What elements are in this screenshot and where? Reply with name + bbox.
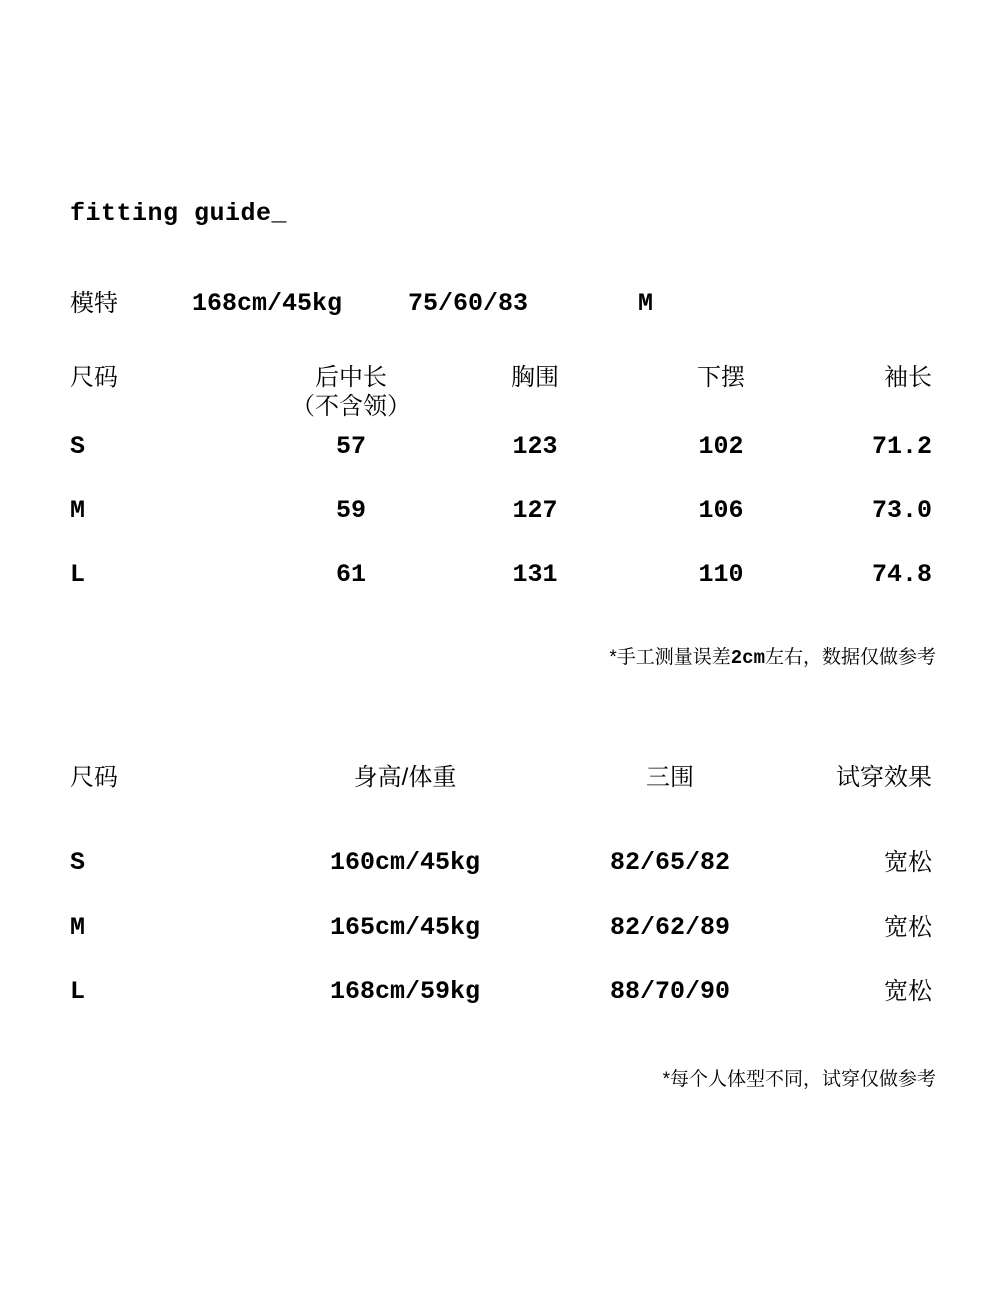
cell-measurements: 82/62/89 [609, 913, 731, 942]
cell-height-weight: 160cm/45kg [329, 848, 481, 877]
model-measurements: 75/60/83 [408, 289, 529, 318]
cell-sleeve: 71.2 [871, 432, 932, 461]
header-cell-back-length [260, 363, 442, 421]
fit-table-row-l [70, 977, 932, 1006]
fit-table-row-m [70, 913, 932, 942]
cell-hem: 106 [698, 496, 744, 525]
size-table-row-m [70, 496, 932, 525]
model-height-weight: 168cm/45kg [192, 289, 343, 318]
fit-table-header [70, 763, 932, 792]
cell-fit-effect: 宽松 [884, 849, 932, 876]
cell-bust: 123 [512, 432, 558, 461]
fit-table-row-s [70, 848, 932, 877]
cell-hem: 102 [698, 432, 744, 461]
cell-size: S [70, 848, 86, 877]
cell-hem: 110 [698, 560, 744, 589]
cell-measurements: 88/70/90 [609, 977, 731, 1006]
cell-size: M [70, 496, 86, 525]
header-cell-size: 尺码 [70, 764, 118, 791]
cell-height-weight: 165cm/45kg [329, 913, 481, 942]
cell-measurements: 82/65/82 [609, 848, 731, 877]
cell-size: M [70, 913, 86, 942]
size-table-header [70, 363, 932, 421]
header-cell-height-weight: 身高/体重 [353, 764, 457, 791]
cell-sleeve: 74.8 [871, 560, 932, 589]
note-part-2cm: 2cm [730, 647, 765, 669]
cell-bust: 127 [512, 496, 558, 525]
cell-fit-effect: 宽松 [884, 978, 932, 1005]
cell-size: L [70, 977, 86, 1006]
header-cell-measurements: 三围 [646, 764, 694, 791]
cell-sleeve: 73.0 [871, 496, 932, 525]
size-table-row-s [70, 432, 932, 461]
cell-size: L [70, 560, 86, 589]
cell-height-weight: 168cm/59kg [329, 977, 481, 1006]
header-cell-sleeve: 袖长 [884, 364, 932, 391]
cell-back-length: 57 [335, 432, 366, 461]
header-cell-hem: 下摆 [697, 364, 745, 391]
header-cell-size: 尺码 [70, 364, 118, 391]
page-title: fitting guide_ [70, 199, 288, 228]
note-part-1: *手工测量误差 [609, 647, 731, 668]
cell-back-length: 61 [335, 560, 366, 589]
cell-fit-effect: 宽松 [884, 914, 932, 941]
model-size: M [638, 289, 654, 318]
cell-back-length: 59 [335, 496, 366, 525]
note-part-3: 左右，数据仅做参考 [764, 647, 936, 668]
header-cell-fit-effect: 试穿效果 [836, 764, 932, 791]
model-info-row [0, 289, 1000, 318]
try-on-reference-note: *每个人体型不同，试穿仅做参考 [662, 1069, 936, 1090]
measurement-tolerance-note [609, 646, 936, 670]
size-table-row-l [70, 560, 932, 589]
model-label: 模特 [70, 290, 118, 317]
header-cell-bust: 胸围 [511, 364, 559, 391]
cell-bust: 131 [512, 560, 558, 589]
cell-size: S [70, 432, 86, 461]
header-back-length-subnote: （不含领） [291, 393, 411, 420]
header-back-length-line1: 后中长 [315, 364, 387, 391]
